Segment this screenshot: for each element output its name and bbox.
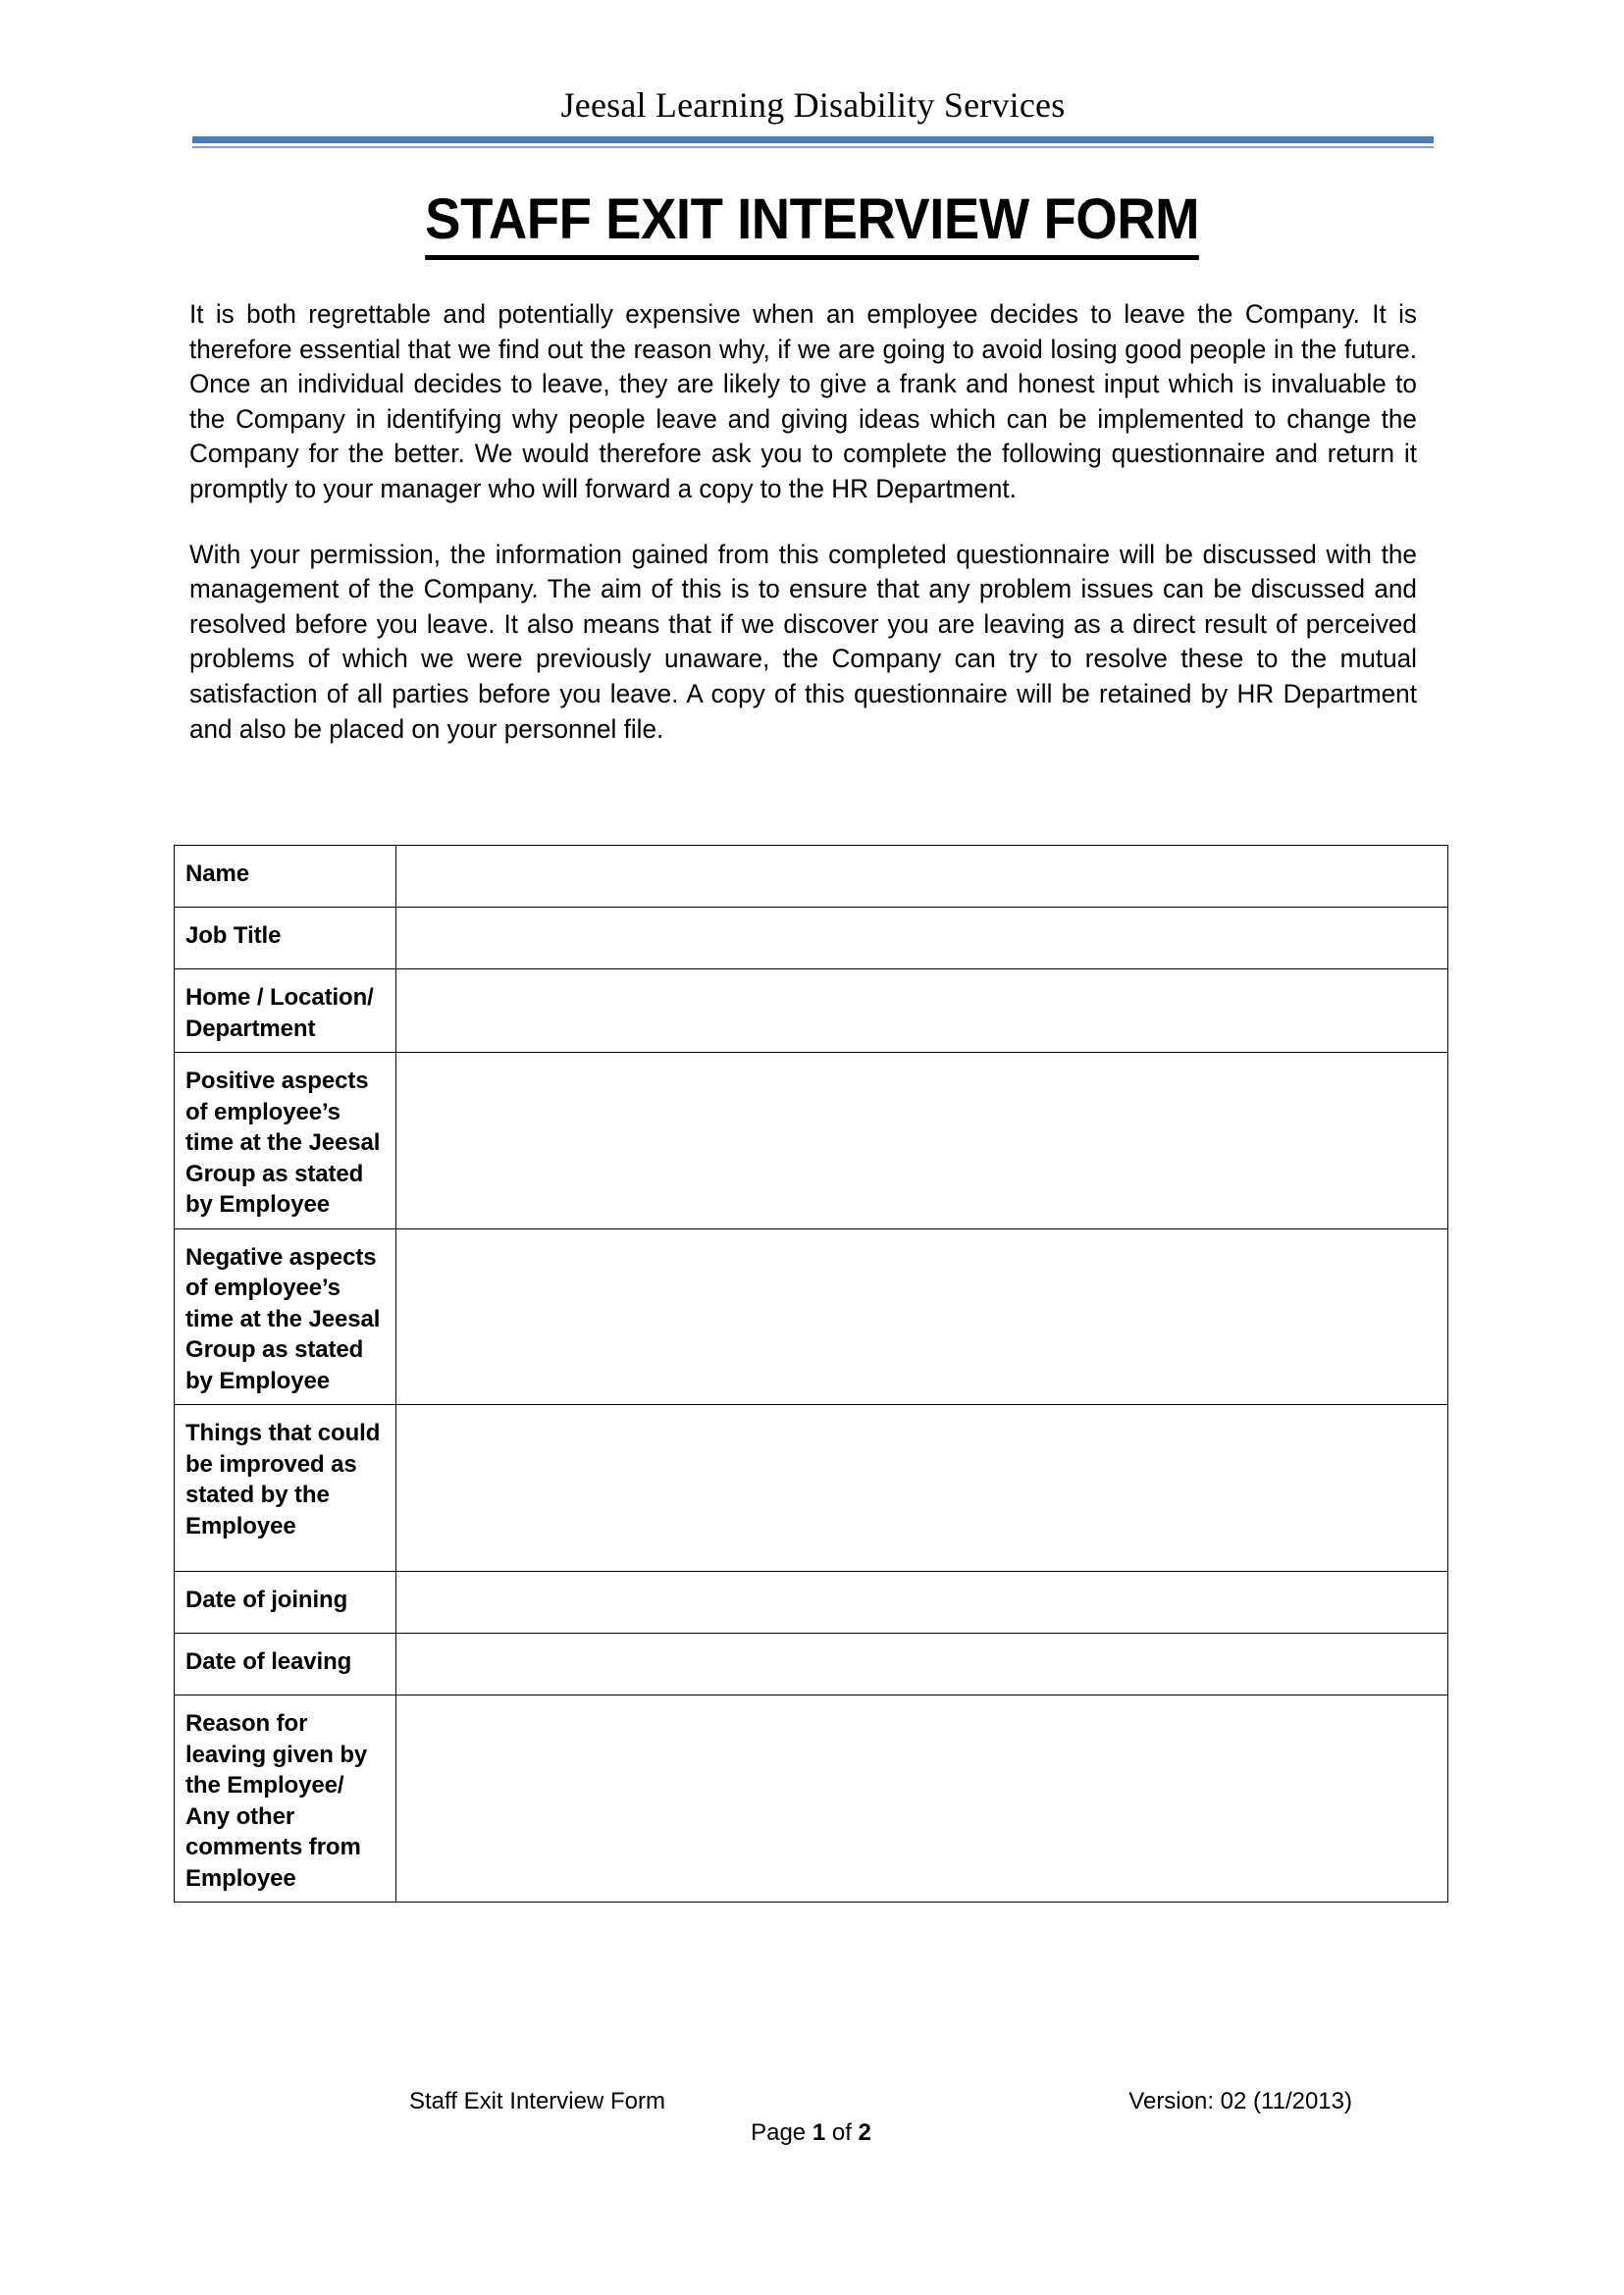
page-title-text: STAFF EXIT INTERVIEW FORM <box>425 186 1199 260</box>
table-row <box>175 1228 1448 1405</box>
footer-row-bottom <box>174 2117 1448 2149</box>
header-rule-thick-bar <box>192 136 1434 143</box>
header-rule-thin-bar <box>192 146 1434 148</box>
field-label-reason-for-leaving: Reason for leaving given by the Employee/ Any other comments from Employee <box>175 1695 396 1903</box>
field-label-negative-aspects: Negative aspects of employee’s time at the Jeesal Group as stated by Employee <box>175 1228 396 1405</box>
field-input-positive-aspects[interactable] <box>396 1053 1448 1229</box>
field-label-job-title: Job Title <box>175 908 396 969</box>
field-label-positive-aspects: Positive aspects of employee’s time at the Jeesal Group as stated by Employee <box>175 1053 396 1229</box>
field-input-job-title[interactable] <box>396 908 1448 969</box>
footer-version: Version: 02 (11/2013) <box>1128 2088 1352 2114</box>
organisation-name: Jeesal Learning Disability Services <box>560 85 1066 125</box>
header-divider-rule <box>192 136 1434 148</box>
table-row <box>175 969 1448 1053</box>
table-row <box>175 1405 1448 1572</box>
document-header <box>192 86 1434 148</box>
page-title <box>0 186 1624 260</box>
introduction-text <box>189 297 1436 747</box>
footer-document-name: Staff Exit Interview Form <box>409 2088 665 2114</box>
intro-paragraph-2: With your permission, the information gained from this completed questionnaire will be discussed with the management of the Company. The aim of this is to ensure that any problem issues can be discussed and resolved before you leave. It also means that if we discover you are leaving as a direct result of perceived problems of which we were previously unaware, the Company can try to resolve these to the mutual satisfaction of all parties before you leave. A copy of this questionnaire will be retained by HR Department and also be placed on your personnel file. <box>189 539 1417 744</box>
table-row <box>175 1053 1448 1229</box>
footer-page-prefix: Page <box>751 2119 812 2146</box>
field-input-name[interactable] <box>396 846 1448 908</box>
field-label-things-improved: Things that could be improved as stated by the Employee <box>175 1405 396 1572</box>
field-label-date-of-joining: Date of joining <box>175 1572 396 1634</box>
field-input-reason-for-leaving[interactable] <box>396 1695 1448 1903</box>
exit-interview-form-table <box>174 845 1448 1903</box>
field-label-home-location-department: Home / Location/ Department <box>175 969 396 1053</box>
field-input-things-improved[interactable] <box>396 1405 1448 1572</box>
footer-row-top <box>174 2086 1448 2117</box>
field-label-name: Name <box>175 846 396 908</box>
footer-page-current: 1 <box>812 2119 826 2146</box>
field-input-date-of-leaving[interactable] <box>396 1634 1448 1695</box>
footer-page-number <box>174 2117 1448 2149</box>
table-row <box>175 908 1448 969</box>
field-input-home-location-department[interactable] <box>396 969 1448 1053</box>
intro-paragraph-1: It is both regrettable and potentially expensive when an employee decides to leave the Company. It is therefore essential that we find out the reason why, if we are going to avoid losing good people in the future. Once an individual decides to leave, they are likely to give a frank and honest input which is invaluable to the Company in identifying why people leave and giving ideas which can be implemented to change the Company for the better. We would therefore ask you to complete the following questionnaire and return it promptly to your manager who will forward a copy to the HR Department. <box>189 299 1417 503</box>
field-input-date-of-joining[interactable] <box>396 1572 1448 1634</box>
document-footer <box>174 2086 1448 2149</box>
footer-page-total: 2 <box>858 2119 871 2146</box>
table-row <box>175 846 1448 908</box>
table-row <box>175 1695 1448 1903</box>
field-label-date-of-leaving: Date of leaving <box>175 1634 396 1695</box>
table-row <box>175 1634 1448 1695</box>
form-table-body <box>175 846 1448 1903</box>
field-input-negative-aspects[interactable] <box>396 1228 1448 1405</box>
table-row <box>175 1572 1448 1634</box>
footer-page-middle: of <box>825 2119 859 2146</box>
